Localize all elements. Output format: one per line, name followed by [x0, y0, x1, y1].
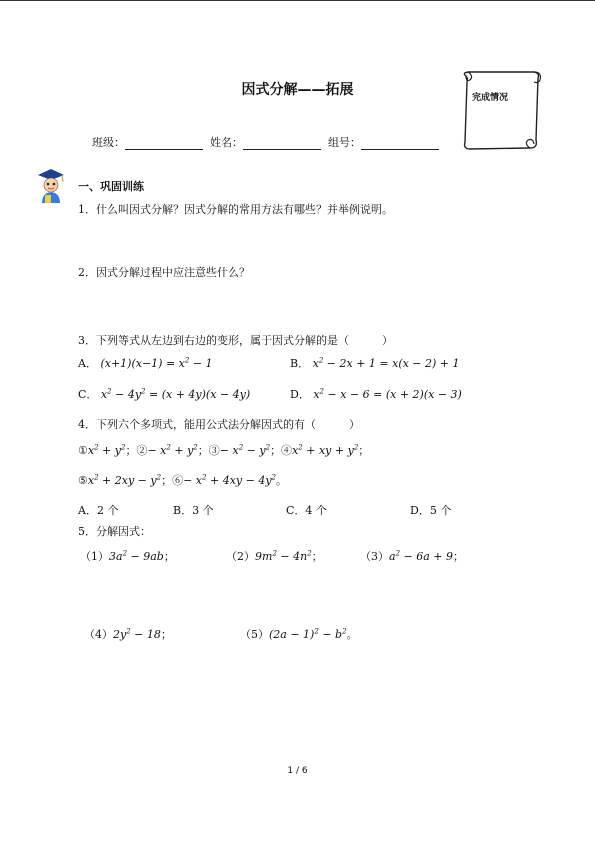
option-d-label: D．	[290, 388, 310, 401]
name-label: 姓名：	[210, 136, 243, 149]
question-5-part-3: $(3)a^2 - 6a + 9$；	[360, 549, 465, 563]
student-info-line	[92, 134, 439, 150]
question-4-polys-row1: $①x^2 + y^2$；②− $x^2 + y^2$；③− $x^2 - y^2$；$④x^2$ + xy + $y^2$；	[78, 443, 370, 457]
top-rule	[0, 0, 595, 1]
question-5-part-4: $(4)2y^2 - 18$；	[84, 627, 172, 641]
question-4-polys-row2: $⑤x^2 + 2xy - y^2$；⑥− $x^2 + 4xy - 4y^2$。	[78, 473, 288, 487]
question-5-part-5: $(5)(2a - 1)^2 - b^2$。	[240, 627, 358, 641]
option-c-label: C．	[78, 388, 98, 401]
option-a-label: A．	[78, 357, 97, 370]
question-3-stem: 3．下列等式从左边到右边的变形，属于因式分解的是（ ）	[78, 334, 393, 347]
option-b-label: B．	[290, 357, 310, 370]
class-label: 班级：	[92, 136, 125, 149]
question-5-part-2: $(2)9m^2 - 4n^2$；	[226, 549, 323, 563]
question-4-option-d[interactable]: D．5 个	[410, 504, 452, 517]
option-a-formula: $(x+1)(x-1) = x^2 - 1$	[100, 356, 213, 370]
question-4-option-a[interactable]: A．2 个	[78, 504, 119, 517]
question-4-option-b[interactable]: B．3 个	[173, 504, 214, 517]
option-b-formula: $x^2 - 2x + 1 = x(x - 2) + 1$	[312, 356, 460, 370]
question-5-part-1: $(1)3a^2 - 9ab$；	[80, 549, 175, 563]
group-label: 组号：	[328, 136, 361, 149]
group-field[interactable]	[361, 137, 439, 150]
option-d-formula: $x^2 - x - 6 = (x + 2)(x - 3)$	[313, 387, 462, 401]
completion-label: 完成情况	[472, 93, 509, 103]
question-3-option-d[interactable]	[290, 386, 462, 402]
question-5-stem: 5．分解因式：	[78, 525, 151, 538]
question-4-stem: 4．下列六个多项式，能用公式法分解因式的有（ ）	[78, 418, 360, 431]
page-title: 因式分解——拓展	[241, 82, 354, 98]
question-3-option-b[interactable]	[290, 355, 460, 371]
class-field[interactable]	[125, 137, 203, 150]
question-3-option-a[interactable]	[78, 355, 213, 371]
option-c-formula: $x^2 - 4y^2 = (x + 4y)(x - 4y)$	[100, 387, 251, 401]
scroll-icon	[458, 70, 542, 152]
page-number: 1 / 6	[287, 766, 308, 776]
name-field[interactable]	[243, 137, 321, 150]
question-4-option-c[interactable]: C．4 个	[286, 504, 327, 517]
question-1: 1．什么叫因式分解？因式分解的常用方法有哪些？并举例说明。	[78, 203, 393, 216]
question-3-option-c[interactable]	[78, 386, 250, 402]
question-2: 2．因式分解过程中应注意些什么？	[78, 266, 250, 279]
section-heading: 一、巩固训练	[78, 180, 144, 193]
student-mascot-icon	[36, 168, 66, 204]
